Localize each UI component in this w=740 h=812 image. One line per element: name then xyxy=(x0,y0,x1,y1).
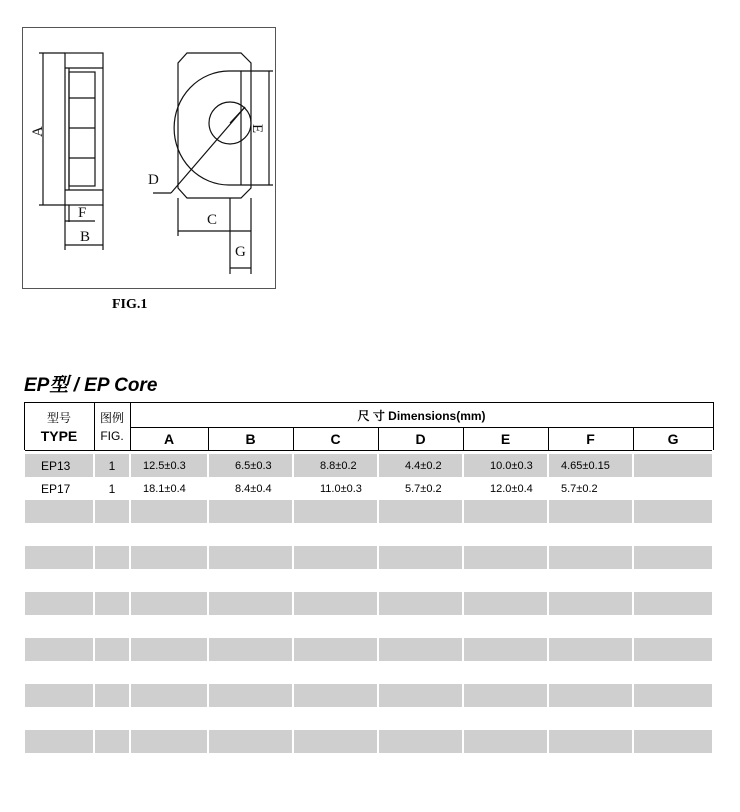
cell-type: EP17 xyxy=(24,477,94,500)
header-col-c: C xyxy=(293,428,378,451)
header-col-g: G xyxy=(633,428,713,451)
header-type-en: TYPE xyxy=(40,427,78,444)
cell-f: 4.65±0.15 xyxy=(548,454,633,477)
ep-core-drawing xyxy=(23,28,277,290)
label-e: E xyxy=(249,124,265,134)
cell-g xyxy=(633,477,713,500)
empty-row xyxy=(24,661,713,684)
empty-row xyxy=(24,569,713,592)
dimensions-table xyxy=(23,402,714,753)
header-col-d: D xyxy=(378,428,463,451)
header-fig xyxy=(94,403,130,451)
cell-e: 12.0±0.4 xyxy=(463,477,548,500)
label-d: D xyxy=(148,172,159,188)
header-fig-en: FIG. xyxy=(100,428,124,443)
cell-c: 8.8±0.2 xyxy=(293,454,378,477)
table-row xyxy=(24,477,713,500)
empty-row xyxy=(24,500,713,523)
header-col-b: B xyxy=(208,428,293,451)
empty-row xyxy=(24,592,713,615)
label-b: B xyxy=(80,229,91,245)
cell-fig: 1 xyxy=(94,477,130,500)
header-type-cn: 型号 xyxy=(46,410,71,425)
header-fig-cn: 图例 xyxy=(99,410,124,425)
label-c: C xyxy=(207,212,218,228)
empty-row xyxy=(24,684,713,707)
empty-row xyxy=(24,523,713,546)
cell-a: 18.1±0.4 xyxy=(130,477,208,500)
figure-drawing xyxy=(22,27,276,289)
cell-d: 4.4±0.2 xyxy=(378,454,463,477)
side-view-inner xyxy=(69,72,95,186)
label-a: A xyxy=(30,126,46,137)
cell-b: 6.5±0.3 xyxy=(208,454,293,477)
empty-row xyxy=(24,546,713,569)
table-row xyxy=(24,454,713,477)
cell-c: 11.0±0.3 xyxy=(293,477,378,500)
center-leg-arc xyxy=(174,71,241,185)
header-type xyxy=(24,403,94,451)
header-dimensions: 尺 寸 Dimensions(mm) xyxy=(130,403,713,428)
empty-row xyxy=(24,707,713,730)
empty-row xyxy=(24,638,713,661)
cell-d: 5.7±0.2 xyxy=(378,477,463,500)
figure-caption: FIG.1 xyxy=(112,297,148,312)
cell-b: 8.4±0.4 xyxy=(208,477,293,500)
label-g: G xyxy=(235,244,246,260)
cell-fig: 1 xyxy=(94,454,130,477)
cell-f: 5.7±0.2 xyxy=(548,477,633,500)
front-view-outline xyxy=(178,53,251,198)
header-col-a: A xyxy=(130,428,208,451)
empty-row xyxy=(24,615,713,638)
cell-a: 12.5±0.3 xyxy=(130,454,208,477)
cell-type: EP13 xyxy=(24,454,94,477)
header-col-e: E xyxy=(463,428,548,451)
section-title: EP型 / EP Core xyxy=(24,375,158,396)
label-f: F xyxy=(78,205,87,221)
header-col-f: F xyxy=(548,428,633,451)
side-view-outline xyxy=(65,53,103,205)
empty-row xyxy=(24,730,713,753)
cell-e: 10.0±0.3 xyxy=(463,454,548,477)
cell-g xyxy=(633,454,713,477)
